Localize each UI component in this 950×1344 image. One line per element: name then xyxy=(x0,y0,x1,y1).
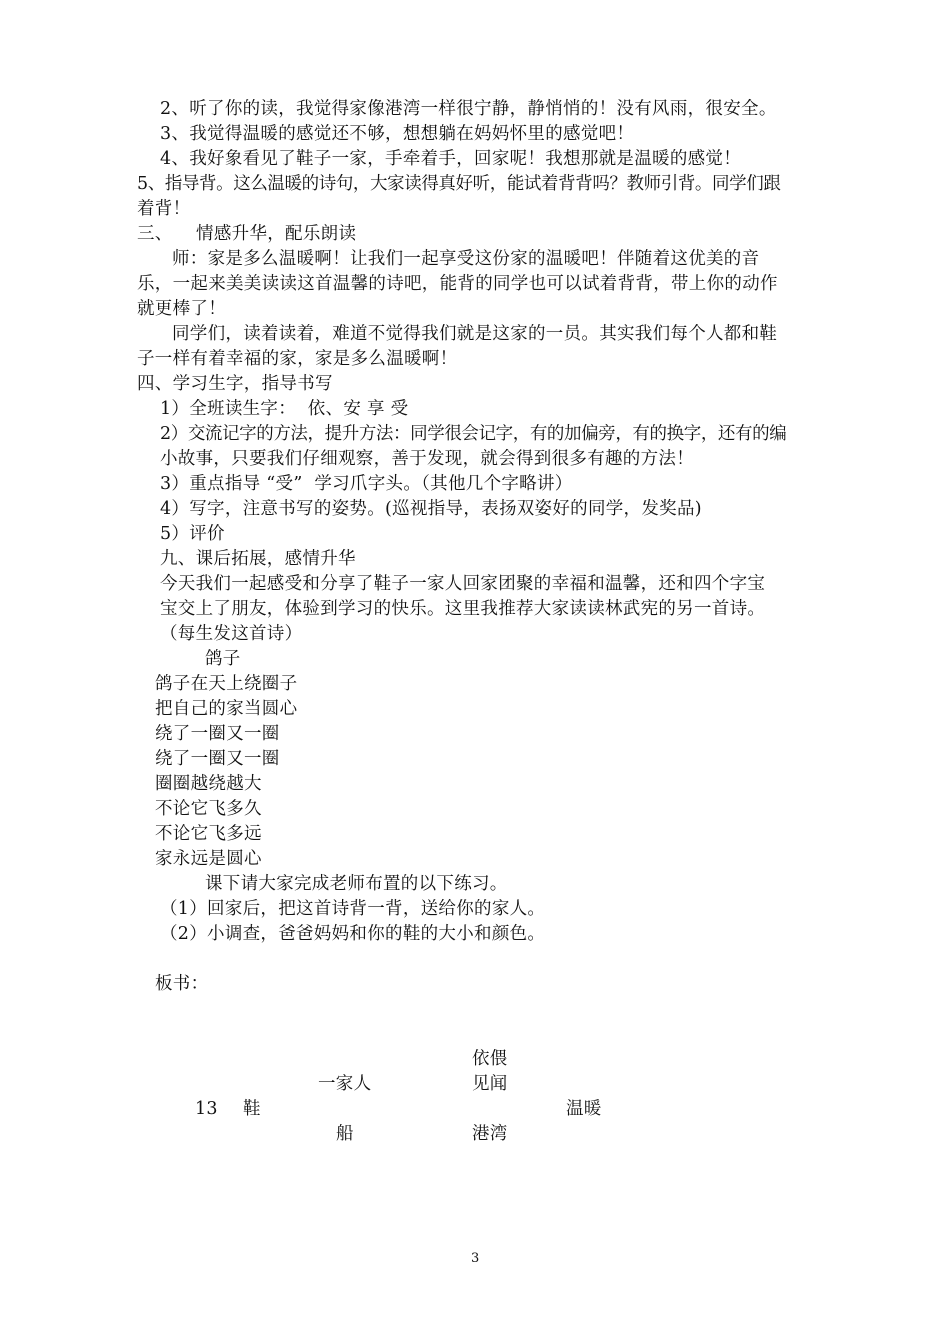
text-line: 课下请大家完成老师布置的以下练习。 xyxy=(205,874,508,894)
text-line: 子一样有着幸福的家，家是多么温暖啊！ xyxy=(137,349,458,369)
text-line: 5、指导背。这么温暖的诗句，大家读得真好听，能试着背背吗？教师引背。同学们跟 xyxy=(137,174,781,194)
lesson-number: 13 xyxy=(195,1099,218,1119)
board-item: 鞋 xyxy=(243,1099,261,1119)
text-line: 宝交上了朋友，体验到学习的快乐。这里我推荐大家读读林武宪的另一首诗。 xyxy=(160,599,766,619)
text-line: 师：家是多么温暖啊！让我们一起享受这份家的温暖吧！伴随着这优美的音 xyxy=(172,249,760,269)
text-line: 3）重点指导 “受” 学习爪字头。（其他几个字略讲） xyxy=(160,474,573,494)
board-item: 见闻 xyxy=(472,1074,508,1094)
board-item: 温暖 xyxy=(566,1099,602,1119)
section-heading: 四、学习生字，指导书写 xyxy=(137,374,333,394)
text-line: 2）交流记字的方法，提升方法：同学很会记字，有的加偏旁，有的换字，还有的编 xyxy=(160,424,787,444)
text-line: 5）评价 xyxy=(160,524,225,544)
poem-line: 圈圈越绕越大 xyxy=(155,774,262,794)
text-line: 着背！ xyxy=(137,199,191,219)
page-number: 3 xyxy=(471,1251,480,1266)
text-line: 同学们，读着读着，难道不觉得我们就是这家的一员。其实我们每个人都和鞋 xyxy=(172,324,778,344)
text-line: 乐，一起来美美读读这首温馨的诗吧，能背的同学也可以试着背背，带上你的动作 xyxy=(137,274,778,294)
text-line: 4）写字，注意书写的姿势。(巡视指导，表扬双姿好的同学，发奖品) xyxy=(160,499,702,519)
board-item: 依偎 xyxy=(472,1049,508,1069)
board-heading: 板书： xyxy=(155,974,209,994)
text-line: 2、听了你的读，我觉得家像港湾一样很宁静，静悄悄的！没有风雨，很安全。 xyxy=(160,99,777,119)
board-item: 一家人 xyxy=(318,1074,372,1094)
board-item: 船 xyxy=(336,1124,354,1144)
section-heading: 九、课后拓展，感情升华 xyxy=(160,549,356,569)
poem-title: 鸽子 xyxy=(205,649,241,669)
text-line: 3、我觉得温暖的感觉还不够，想想躺在妈妈怀里的感觉吧！ xyxy=(160,124,635,144)
poem-line: 不论它飞多久 xyxy=(155,799,262,819)
text-line: 今天我们一起感受和分享了鞋子一家人回家团聚的幸福和温馨，还和四个字宝 xyxy=(160,574,766,594)
exercise-item: （1）回家后，把这首诗背一背，送给你的家人。 xyxy=(160,899,546,919)
poem-line: 把自己的家当圆心 xyxy=(155,699,298,719)
poem-line: 绕了一圈又一圈 xyxy=(155,749,280,769)
poem-line: 不论它飞多远 xyxy=(155,824,262,844)
poem-line: 鸽子在天上绕圈子 xyxy=(155,674,298,694)
text-line: 4、我好象看见了鞋子一家，手牵着手，回家呢！我想那就是温暖的感觉！ xyxy=(160,149,742,169)
text-line: 就更棒了！ xyxy=(137,299,226,319)
board-item: 港湾 xyxy=(472,1124,508,1144)
text-line: 小故事，只要我们仔细观察，善于发现，就会得到很多有趣的方法！ xyxy=(160,449,694,469)
poem-line: 家永远是圆心 xyxy=(155,849,262,869)
poem-line: 绕了一圈又一圈 xyxy=(155,724,280,744)
section-heading: 三、 情感升华，配乐朗读 xyxy=(137,224,357,244)
text-line: 1）全班读生字： 依、安 享 受 xyxy=(160,399,409,419)
exercise-item: （2）小调查，爸爸妈妈和你的鞋的大小和颜色。 xyxy=(160,924,546,944)
text-line: （每生发这首诗） xyxy=(160,624,303,644)
